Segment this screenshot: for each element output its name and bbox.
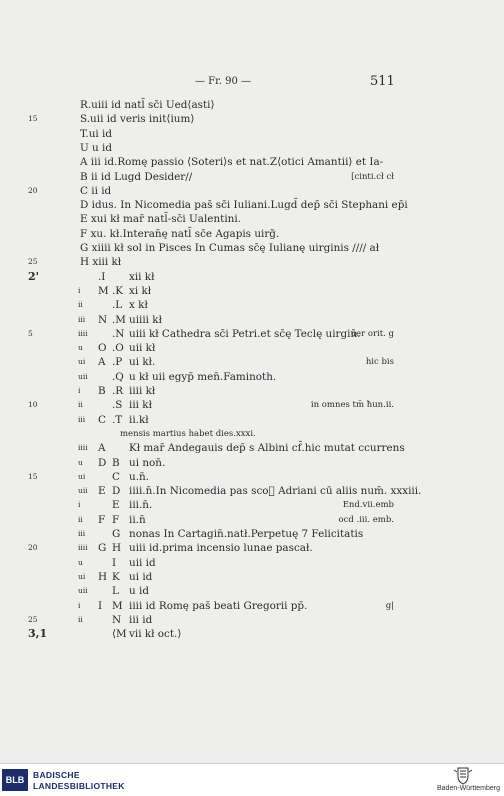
- line-c3: F: [112, 513, 120, 526]
- line-c1: ii: [78, 400, 83, 410]
- text-line: [0, 184, 504, 198]
- line-ln: 25: [28, 614, 38, 624]
- line-ln: 2': [28, 269, 40, 283]
- line-main-wide: mensis martius habet dies.xxxi.: [120, 428, 256, 439]
- text-line: [0, 584, 504, 598]
- line-t: uiiii kł: [129, 313, 162, 326]
- line-c2: F: [98, 513, 106, 526]
- line-c1: iiii: [78, 328, 88, 338]
- text-line: [0, 427, 504, 441]
- line-c3: .T: [112, 413, 123, 426]
- line-c3: .Q: [112, 370, 124, 383]
- text-line: [0, 527, 504, 541]
- library-name-line1: BADISCHE: [33, 770, 80, 780]
- text-line: [0, 398, 504, 412]
- line-c3: E: [112, 499, 120, 512]
- line-t: vii kł oct.⟩: [129, 628, 182, 641]
- line-ln: 20: [28, 185, 38, 195]
- line-t: iiii kł: [129, 385, 156, 397]
- line-main: B ii id Lugd Desider//: [80, 170, 193, 183]
- blb-logo[interactable]: BLB: [2, 769, 28, 791]
- line-c1: uii: [78, 586, 88, 596]
- line-c1: iiii: [78, 543, 88, 553]
- text-line: [0, 441, 504, 455]
- text-line: [0, 270, 504, 284]
- line-t: Kł mar̄ Andegauis dep̄ s Albini cf̄.hic mutat ccurrens: [129, 442, 405, 455]
- line-c1: i: [78, 500, 81, 510]
- line-ln: 15: [28, 471, 38, 481]
- line-t: u.n̄.: [129, 470, 149, 483]
- line-main: E xui kł mar̄ natl̄-sc̄i Ualentini.: [80, 213, 241, 226]
- line-c3: .K: [112, 284, 124, 297]
- line-ln: 25: [28, 257, 38, 267]
- line-c3: .M: [112, 313, 126, 326]
- line-main: F xu. kł.Interan̄ę natl̄ sc̄e Agapis uirg̃.: [80, 227, 280, 240]
- text-line: [0, 599, 504, 613]
- line-main: D idus. In Nicomedia pas̄ sc̄i Iuliani.Lugd̄ dep̄ sc̄i Stephani ep̄i: [80, 199, 408, 212]
- line-t: u id: [129, 585, 149, 598]
- line-c1: ii: [78, 300, 83, 310]
- line-c1: i: [78, 600, 81, 610]
- text-line: [0, 255, 504, 269]
- line-main: U u id: [80, 141, 113, 154]
- line-c1: iii: [78, 414, 86, 424]
- line-right: in omnes tm̄ ħun.ii.: [310, 400, 394, 411]
- text-line: [0, 355, 504, 369]
- line-c2: I: [98, 599, 103, 612]
- line-ln: 10: [28, 400, 38, 410]
- line-c3: M: [112, 599, 123, 612]
- line-c2: C: [98, 413, 106, 426]
- line-c3: H: [112, 542, 122, 555]
- text-line: [0, 98, 504, 112]
- text-line: [0, 570, 504, 584]
- text-line: [0, 513, 504, 527]
- text-line: [0, 470, 504, 484]
- text-line: [0, 627, 504, 641]
- line-t: ui kł.: [129, 356, 156, 369]
- line-c2: B: [98, 385, 106, 397]
- page-number: 511: [370, 74, 395, 89]
- line-c3: G: [112, 528, 121, 540]
- line-c1: uii: [78, 371, 88, 381]
- line-ln: 3,1: [28, 627, 48, 641]
- line-c2: H: [98, 570, 108, 583]
- line-c1: i: [78, 285, 81, 295]
- line-main: T.ui id: [80, 127, 112, 140]
- text-line: [0, 341, 504, 355]
- line-main: R.uiii id natl̄ sc̄i Ued⟨asti⟩: [80, 99, 215, 111]
- text-line: [0, 556, 504, 570]
- line-c3: .N: [112, 327, 125, 340]
- line-right: End.vii.emb: [342, 500, 394, 511]
- line-t: x kł: [129, 299, 148, 312]
- text-line: [0, 141, 504, 155]
- line-c1: uii: [78, 486, 88, 496]
- line-main: G xiiii kł sol in Pisces In Cumas sc̄ę Iulianę uirginis //// ał: [80, 242, 380, 254]
- line-c1: i: [78, 386, 81, 395]
- line-t: ui non̄.: [129, 456, 166, 469]
- line-c3: .R: [112, 385, 124, 397]
- line-c1: ii: [78, 514, 83, 524]
- line-c3: .S: [112, 399, 123, 412]
- line-t: uiii id.prima incensio lunae pascał.: [129, 542, 313, 555]
- line-c1: u: [78, 457, 83, 467]
- text-line: [0, 327, 504, 341]
- line-main: H xiii kł: [80, 256, 122, 269]
- line-c2: O: [98, 342, 107, 355]
- line-c3: L: [112, 585, 119, 598]
- footer-bar: [0, 763, 504, 796]
- text-line: [0, 298, 504, 312]
- line-c3: I: [112, 556, 117, 569]
- line-c1: ui: [78, 471, 86, 481]
- line-main: A iii id.Romę passio ⟨Soteri⟩s et nat.Z⟨otici Amantii⟩ et Ia-: [80, 156, 384, 169]
- line-right: uer orit. g: [350, 328, 394, 339]
- text-line: [0, 112, 504, 126]
- line-t: xii kł: [129, 270, 155, 283]
- line-c3: K: [112, 570, 120, 583]
- line-c1: ui: [78, 571, 86, 581]
- line-right: ocd .iii. emb.: [338, 514, 394, 525]
- text-line: [0, 127, 504, 141]
- line-ln: 20: [28, 543, 38, 553]
- running-header: — Fr. 90 —: [195, 76, 252, 87]
- line-c2: A: [98, 356, 106, 369]
- line-t: uii id: [129, 556, 156, 569]
- line-t: uii kł: [129, 342, 156, 355]
- line-c1: ii: [78, 614, 83, 624]
- line-t: u kł uii egyp̄ men̄.Faminoth.: [129, 370, 277, 383]
- coat-of-arms-icon: [452, 765, 474, 785]
- line-t: iii kł: [129, 399, 152, 412]
- text-line: [0, 384, 504, 398]
- line-t: iiii id Romę pas̄ beati Gregorii pp̄.: [129, 599, 308, 612]
- line-right: hic bis: [365, 357, 394, 368]
- line-c2: N: [98, 313, 108, 326]
- text-line: [0, 212, 504, 226]
- line-t: iiii.n̄.In Nicomedia pas sco᷑ Adriani cū aliis num̄. xxxiii.: [129, 485, 422, 498]
- line-c2: .I: [98, 270, 106, 283]
- line-c1: u: [78, 557, 83, 567]
- text-line: [0, 241, 504, 255]
- text-line: [0, 456, 504, 470]
- line-c3: ⟨M: [112, 628, 127, 641]
- line-c3: .L: [112, 299, 123, 312]
- line-right: [cinti.cł cł: [351, 171, 394, 182]
- text-line: [0, 313, 504, 327]
- line-c3: C: [112, 470, 120, 483]
- line-c3: .P: [112, 356, 123, 369]
- line-t: iii.n̄.: [129, 499, 153, 512]
- line-c1: iii: [78, 529, 86, 538]
- line-c1: iii: [78, 314, 86, 324]
- line-t: uiii kł Cathedra sc̄i Petri.et sc̄ę Teclę uirgin̄.: [129, 327, 361, 340]
- line-ln: 15: [28, 114, 38, 124]
- library-name-line2: LANDESBIBLIOTHEK: [33, 781, 125, 791]
- line-main: C ii id: [80, 184, 112, 197]
- line-t: ui id: [129, 570, 153, 583]
- text-line: [0, 198, 504, 212]
- text-line: [0, 541, 504, 555]
- text-line: [0, 155, 504, 169]
- line-right: g|: [385, 600, 394, 611]
- line-t: xi kł: [129, 284, 152, 297]
- line-t: iii id: [129, 613, 153, 626]
- text-line: [0, 170, 504, 184]
- text-line: [0, 284, 504, 298]
- text-line: [0, 227, 504, 241]
- line-c3: .O: [112, 342, 124, 355]
- line-c2: G: [98, 542, 107, 555]
- text-line: [0, 370, 504, 384]
- line-ln: 5: [28, 328, 33, 338]
- state-name: Baden-Württemberg: [437, 785, 501, 792]
- line-c3: B: [112, 456, 120, 469]
- line-c1: iiii: [78, 443, 88, 453]
- line-c1: ui: [78, 357, 86, 367]
- text-line: [0, 484, 504, 498]
- text-line: [0, 498, 504, 512]
- line-t: ii.kł: [129, 413, 149, 426]
- line-c2: D: [98, 456, 107, 469]
- line-c3: N: [112, 613, 122, 626]
- text-line: [0, 413, 504, 427]
- line-c2: A: [98, 442, 106, 455]
- line-c2: M: [98, 284, 109, 297]
- line-t: ii.n̄: [129, 513, 146, 526]
- line-c1: u: [78, 343, 83, 353]
- line-c3: D: [112, 485, 121, 498]
- line-c2: E: [98, 485, 106, 498]
- line-main: S.uii id veris init⟨ium⟩: [80, 113, 195, 126]
- line-t: nonas In Cartagin̄.natł.Perpetuę 7 Felicitatis: [129, 528, 364, 540]
- text-line: [0, 613, 504, 627]
